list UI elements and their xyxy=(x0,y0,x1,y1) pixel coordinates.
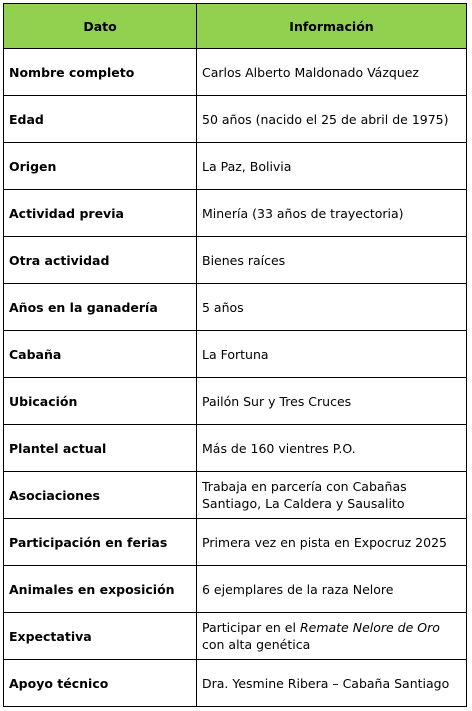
event-name: Remate Nelore de Oro xyxy=(299,620,440,635)
table-row xyxy=(4,96,467,143)
row-key: Asociaciones xyxy=(4,472,197,519)
row-value: Bienes raíces xyxy=(197,237,467,284)
table-row xyxy=(4,660,467,707)
table-row xyxy=(4,566,467,613)
row-value: Minería (33 años de trayectoria) xyxy=(197,190,467,237)
table-row xyxy=(4,49,467,96)
value-text: Participar en el xyxy=(202,620,300,635)
row-value: Dra. Yesmine Ribera – Cabaña Santiago xyxy=(197,660,467,707)
row-key: Nombre completo xyxy=(4,49,197,96)
row-key: Años en la ganadería xyxy=(4,284,197,331)
row-key: Actividad previa xyxy=(4,190,197,237)
row-value: Pailón Sur y Tres Cruces xyxy=(197,378,467,425)
row-key: Plantel actual xyxy=(4,425,197,472)
row-key: Origen xyxy=(4,143,197,190)
table-row xyxy=(4,425,467,472)
table-row xyxy=(4,472,467,519)
row-value: Carlos Alberto Maldonado Vázquez xyxy=(197,49,467,96)
value-text: con alta genética xyxy=(202,637,311,652)
row-value: Más de 160 vientres P.O. xyxy=(197,425,467,472)
row-key: Ubicación xyxy=(4,378,197,425)
table-row xyxy=(4,613,467,660)
row-value: 5 años xyxy=(197,284,467,331)
row-key: Otra actividad xyxy=(4,237,197,284)
table-row xyxy=(4,331,467,378)
header-dato: Dato xyxy=(4,4,197,49)
row-key: Cabaña xyxy=(4,331,197,378)
row-value: La Paz, Bolivia xyxy=(197,143,467,190)
row-value xyxy=(197,613,467,660)
table-row xyxy=(4,284,467,331)
table-row xyxy=(4,378,467,425)
table-header-row xyxy=(4,4,467,49)
header-informacion: Información xyxy=(197,4,467,49)
row-value: La Fortuna xyxy=(197,331,467,378)
row-key: Edad xyxy=(4,96,197,143)
table-row xyxy=(4,519,467,566)
row-value: 6 ejemplares de la raza Nelore xyxy=(197,566,467,613)
row-key: Expectativa xyxy=(4,613,197,660)
row-value: 50 años (nacido el 25 de abril de 1975) xyxy=(197,96,467,143)
row-key: Apoyo técnico xyxy=(4,660,197,707)
table-row xyxy=(4,237,467,284)
row-key: Participación en ferias xyxy=(4,519,197,566)
row-value: Trabaja en parcería con Cabañas Santiago, La Caldera y Sausalito xyxy=(197,472,467,519)
info-table xyxy=(3,3,467,707)
row-value: Primera vez en pista en Expocruz 2025 xyxy=(197,519,467,566)
row-key: Animales en exposición xyxy=(4,566,197,613)
table-row xyxy=(4,190,467,237)
table-row xyxy=(4,143,467,190)
